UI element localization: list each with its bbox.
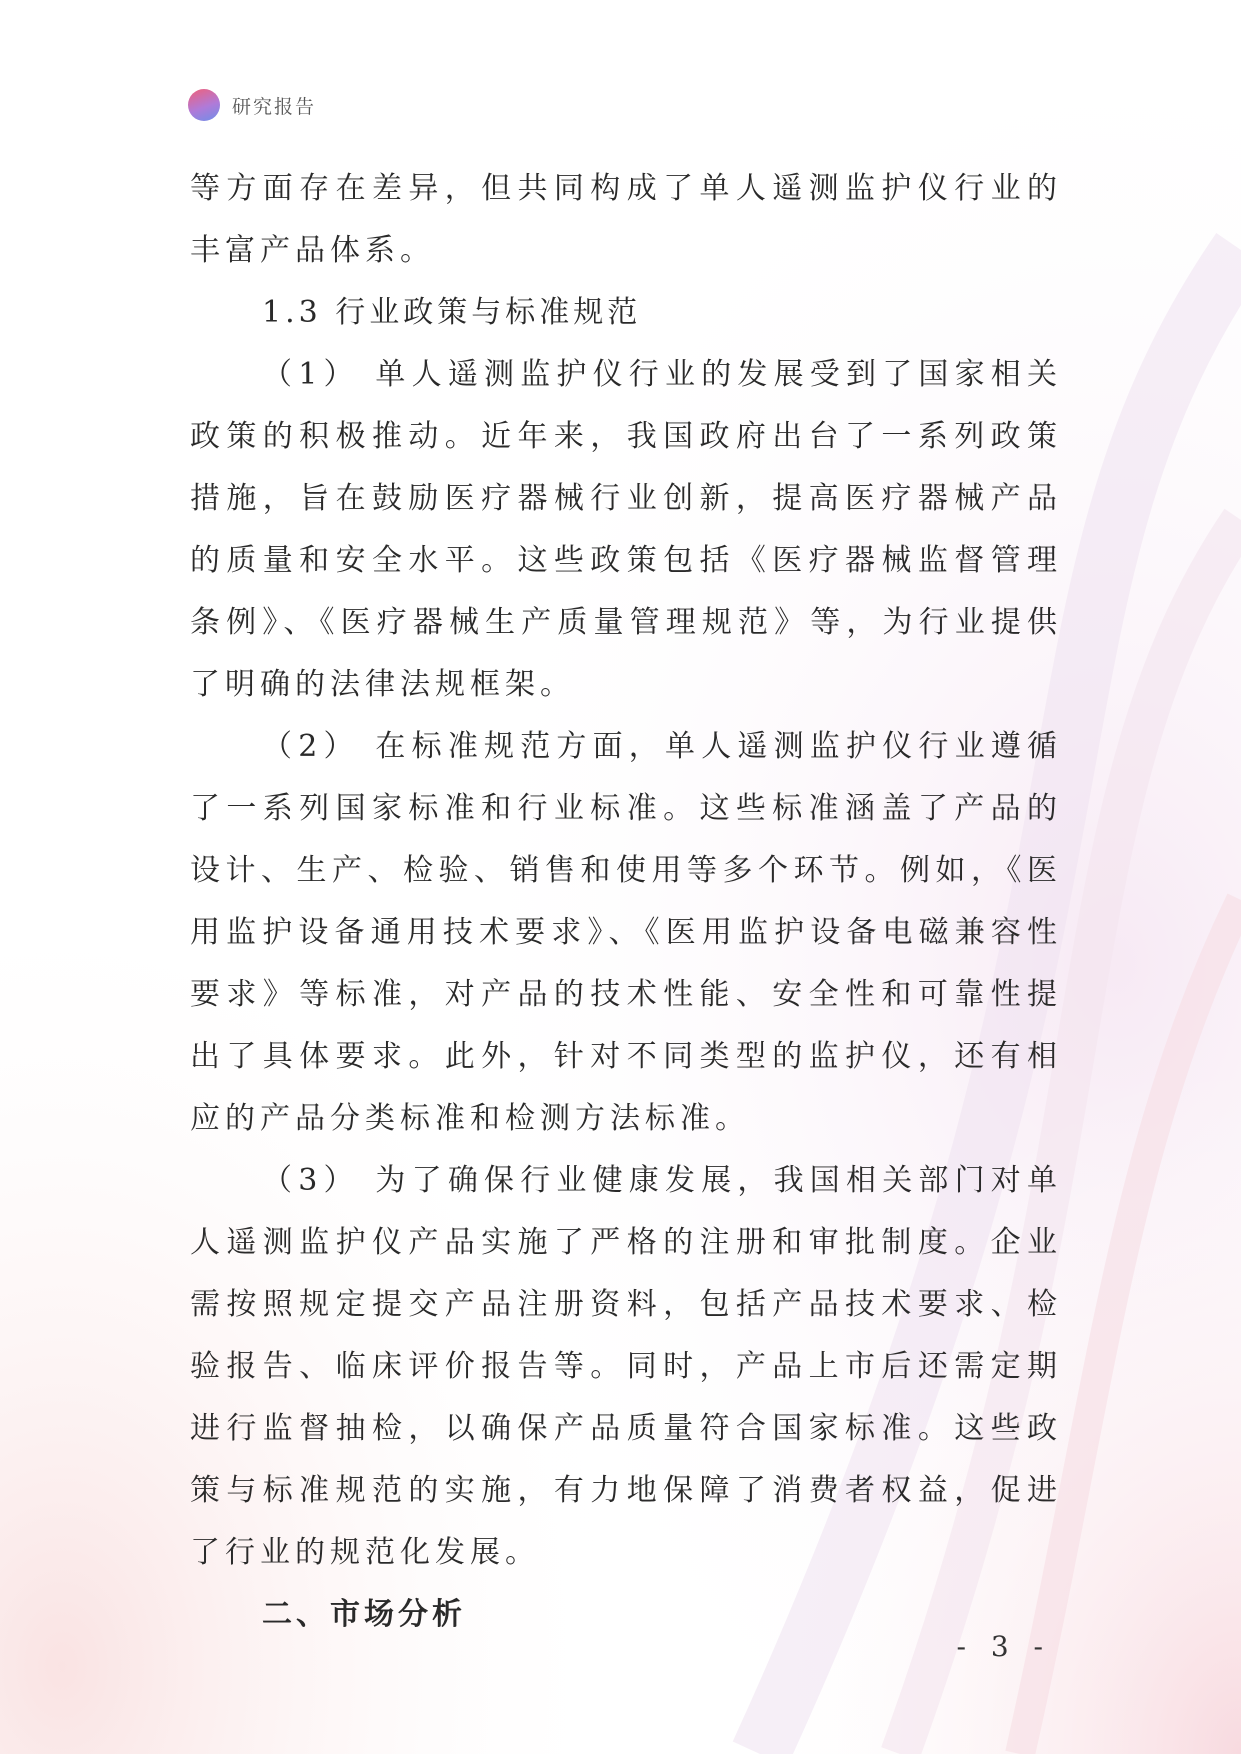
paragraph-2: （2） 在标准规范方面，单人遥测监护仪行业遵循了一系列国家标准和行业标准。这些标准涵盖了产品的设计、生产、检验、销售和使用等多个环节。例如，《医用监护设备通用技术要求》、《医用监护设备电磁兼容性要求》等标准，对产品的技术性能、安全性和可靠性提出了具体要求。此外，针对不同类型的监护仪，还有相应的产品分类标准和检测方法标准。 [190, 729, 1062, 1136]
intro-paragraph: 等方面存在差异，但共同构成了单人遥测监护仪行业的丰富产品体系。 [190, 171, 1062, 268]
report-header [188, 88, 316, 122]
section-heading: 1.3 行业政策与标准规范 [262, 295, 642, 330]
header-title: 研究报告 [232, 95, 317, 118]
logo-dot-icon [188, 89, 220, 121]
paragraph-3: （3） 为了确保行业健康发展，我国相关部门对单人遥测监护仪产品实施了严格的注册和审批制度。企业需按照规定提交产品注册资料，包括产品技术要求、检验报告、临床评价报告等。同时，产品上市后还需定期进行监督抽检，以确保产品质量符合国家标准。这些政策与标准规范的实施，有力地保障了消费者权益，促进了行业的规范化发展。 [190, 1163, 1062, 1570]
paragraph-1: （1） 单人遥测监护仪行业的发展受到了国家相关政策的积极推动。近年来，我国政府出台了一系列政策措施，旨在鼓励医疗器械行业创新，提高医疗器械产品的质量和安全水平。这些政策包括《医疗器械监督管理条例》、《医疗器械生产质量管理规范》等，为行业提供了明确的法律法规框架。 [190, 357, 1062, 702]
chapter-heading: 二、市场分析 [262, 1597, 466, 1632]
document-body [190, 158, 1062, 1646]
page-number: - 3 - [956, 1630, 1051, 1663]
